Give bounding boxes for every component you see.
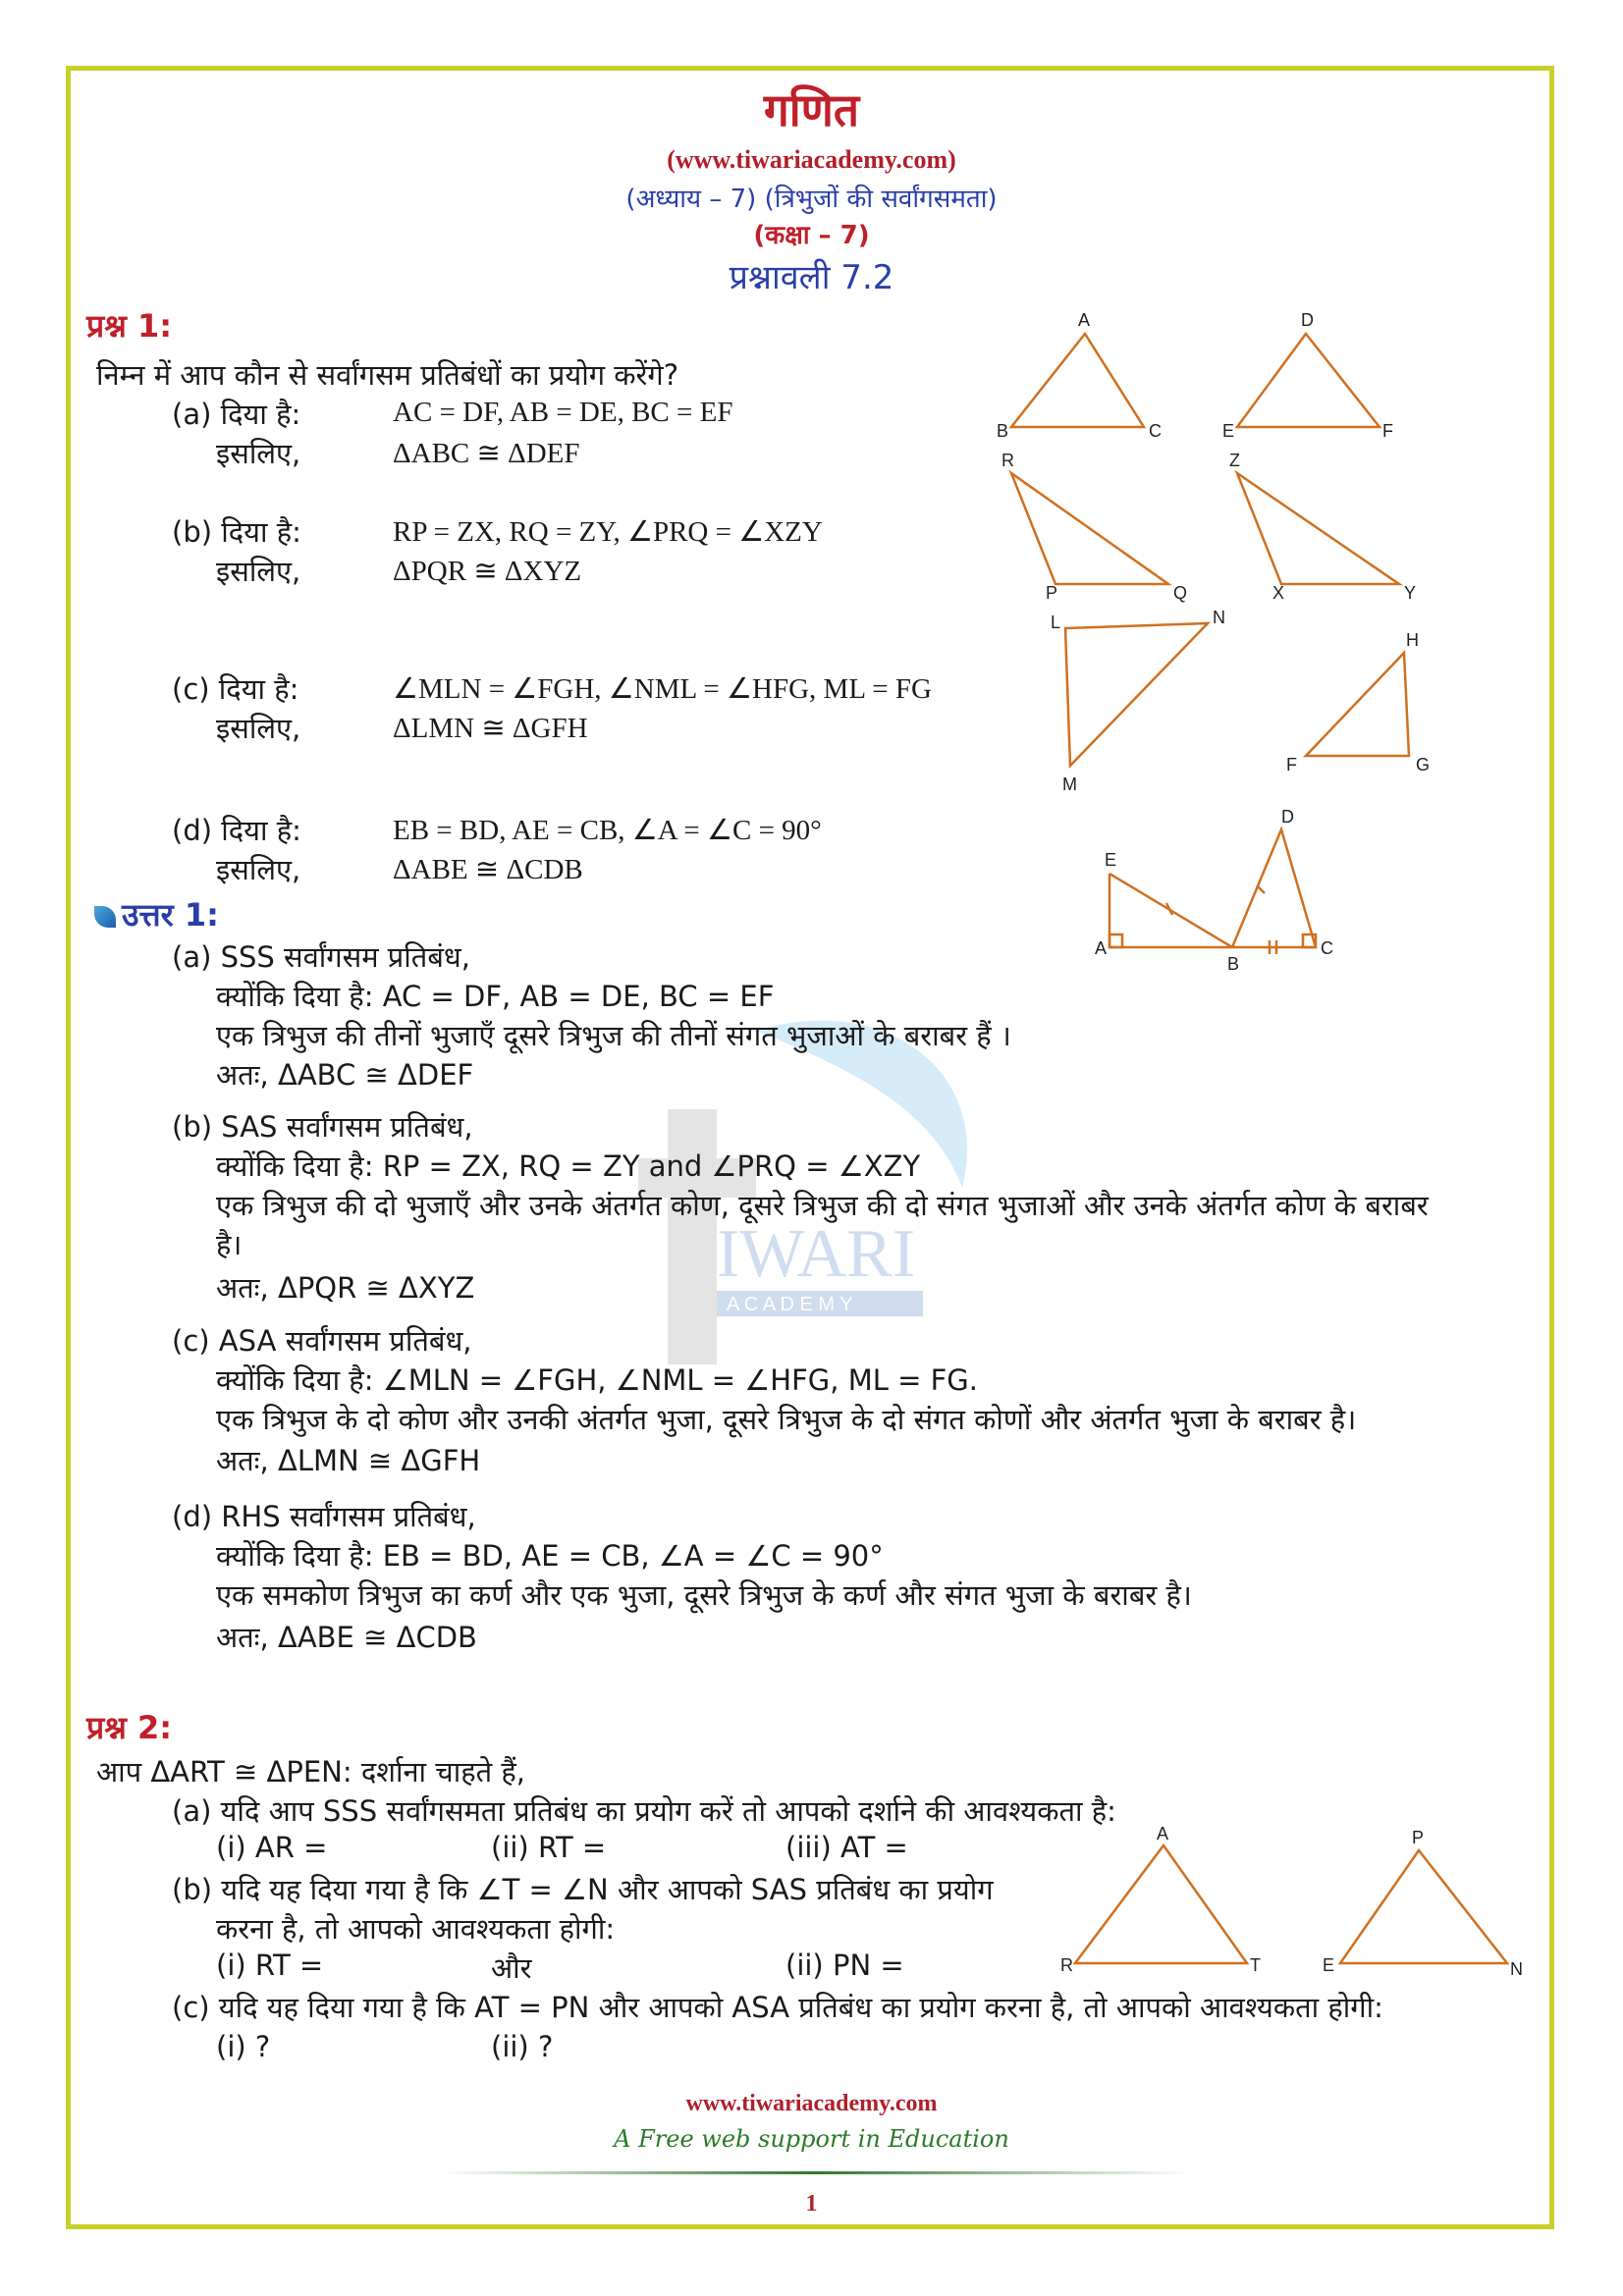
- svg-text:A: A: [1095, 938, 1108, 958]
- footer-tagline: A Free web support in Education: [614, 2125, 1009, 2153]
- svg-text:C: C: [1149, 421, 1162, 441]
- a1c-given: क्योंकि दिया है: ∠MLN = ∠FGH, ∠NML = ∠HFG, ML = FG.: [216, 1363, 978, 1397]
- svg-text:N: N: [1510, 1959, 1523, 1979]
- q1c-label: (c) दिया है:: [172, 672, 299, 706]
- svg-text:F: F: [1382, 421, 1393, 441]
- q2a-iii: (iii) AT =: [785, 1831, 908, 1864]
- triangle-abe-cdb: [1109, 829, 1316, 954]
- class-label: (कक्षा – 7): [753, 221, 870, 250]
- watermark-brand: IWARI: [717, 1216, 916, 1292]
- a1c-reason: एक त्रिभुज के दो कोण और उनकी अंतर्गत भुजा, दूसरे त्रिभुज के दो संगत कोणों और अंतर्गत भुजा के बराबर है।: [216, 1403, 1357, 1436]
- q2b-text2: करना है, तो आपको आवश्यकता होगी:: [216, 1912, 616, 1946]
- q2a-text: (a) यदि आप SSS सर्वांगसमता प्रतिबंध का प्रयोग करें तो आपको दर्शाने की आवश्यकता है:: [172, 1794, 1116, 1828]
- page-number: 1: [805, 2191, 818, 2216]
- footer-website[interactable]: www.tiwariacademy.com: [685, 2091, 938, 2116]
- triangle-abc: [1011, 334, 1144, 427]
- q2c-text: (c) यदि यह दिया गया है कि AT = PN और आपको ASA प्रतिबंध का प्रयोग करना है, तो आपको आवश्यकता होगी:: [172, 1991, 1383, 2024]
- a1b-conclusion: अतः, ΔPQR ≅ ΔXYZ: [216, 1271, 475, 1305]
- svg-text:T: T: [1250, 1955, 1261, 1975]
- a1b-reason-cont: है।: [216, 1228, 243, 1261]
- q1d-result: ΔABE ≅ ΔCDB: [393, 854, 583, 885]
- svg-text:N: N: [1213, 609, 1225, 627]
- q1c-therefore: इसलिए,: [216, 712, 301, 745]
- q1b-therefore: इसलिए,: [216, 555, 301, 588]
- q2b-text: (b) यदि यह दिया गया है कि ∠T = ∠N और आपको SAS प्रतिबंध का प्रयोग: [172, 1873, 994, 1906]
- q2a-ii: (ii) RT =: [491, 1831, 607, 1864]
- q2b-i: (i) RT =: [216, 1949, 324, 1982]
- footer-divider: [442, 2171, 1188, 2174]
- a1b-reason: एक त्रिभुज की दो भुजाएँ और उनके अंतर्गत कोण, दूसरे त्रिभुज की दो संगत भुजाओं और उनके अंतर्गत कोण के बराबर: [216, 1189, 1429, 1222]
- svg-text:B: B: [997, 421, 1009, 441]
- a1a-given: क्योंकि दिया है: AC = DF, AB = DE, BC = EF: [216, 980, 775, 1013]
- q1b-label: (b) दिया है:: [172, 515, 301, 549]
- svg-text:C: C: [1321, 938, 1333, 958]
- q2c-ii: (ii) ?: [491, 2030, 554, 2063]
- triangle-pqr: [1011, 473, 1168, 584]
- watermark-sub: A C A D E M Y: [727, 1294, 853, 1315]
- a1d-criterion: (d) RHS सर्वांगसम प्रतिबंध,: [172, 1500, 476, 1533]
- svg-text:Q: Q: [1173, 583, 1188, 603]
- q1a-therefore: इसलिए,: [216, 437, 301, 470]
- triangle-def: [1237, 334, 1380, 427]
- a1a-reason: एक त्रिभुज की तीनों भुजाएँ दूसरे त्रिभुज की तीनों संगत भुजाओं के बराबर हैं ।: [216, 1019, 1011, 1052]
- tiwari-leaf-icon: [94, 906, 116, 928]
- q1-figures-bottom: [1041, 609, 1453, 1021]
- q1b-given: RP = ZX, RQ = ZY, ∠PRQ = ∠XZY: [393, 516, 823, 548]
- q2b-and: और: [491, 1951, 532, 1985]
- q2b-ii: (ii) PN =: [785, 1949, 904, 1982]
- triangle-xyz: [1237, 473, 1399, 584]
- a1b-given: क्योंकि दिया है: RP = ZX, RQ = ZY and ∠PRQ = ∠XZY: [216, 1149, 921, 1183]
- exercise-title: प्रश्नावली 7.2: [729, 258, 894, 297]
- question-2-heading: प्रश्न 2:: [86, 1709, 173, 1746]
- svg-text:M: M: [1062, 774, 1077, 794]
- q2-figures: [1055, 1826, 1546, 1983]
- svg-text:A: A: [1078, 310, 1091, 330]
- svg-text:R: R: [1001, 451, 1014, 470]
- q2a-i: (i) AR =: [216, 1831, 328, 1864]
- a1c-criterion: (c) ASA सर्वांगसम प्रतिबंध,: [172, 1324, 472, 1358]
- svg-text:R: R: [1060, 1955, 1073, 1975]
- triangle-lmn: [1065, 623, 1208, 766]
- svg-text:G: G: [1416, 755, 1431, 774]
- svg-text:E: E: [1222, 421, 1235, 441]
- triangle-pen: [1340, 1850, 1507, 1963]
- q1a-given: AC = DF, AB = DE, BC = EF: [393, 397, 733, 428]
- svg-text:X: X: [1272, 583, 1285, 603]
- svg-text:D: D: [1281, 807, 1294, 827]
- a1d-conclusion: अतः, ΔABE ≅ ΔCDB: [216, 1621, 477, 1654]
- svg-text:P: P: [1412, 1828, 1425, 1847]
- q2c-i: (i) ?: [216, 2030, 271, 2063]
- a1d-reason: एक समकोण त्रिभुज का कर्ण और एक भुजा, दूसरे त्रिभुज के कर्ण और संगत भुजा के बराबर है।: [216, 1578, 1192, 1612]
- q1b-result: ΔPQR ≅ ΔXYZ: [393, 556, 582, 587]
- q1c-result: ΔLMN ≅ ΔGFH: [393, 713, 588, 744]
- page-title: गणित: [763, 83, 860, 136]
- header-website[interactable]: (www.tiwariacademy.com): [667, 145, 956, 174]
- question-1-heading: प्रश्न 1:: [86, 307, 173, 345]
- question-2-prompt: आप ΔART ≅ ΔPEN: दर्शाना चाहते हैं,: [96, 1755, 525, 1789]
- triangle-art: [1075, 1845, 1247, 1963]
- question-1-prompt: निम्न में आप कौन से सर्वांगसम प्रतिबंधों का प्रयोग करेंगे?: [96, 358, 679, 392]
- svg-text:Y: Y: [1404, 583, 1417, 603]
- svg-text:F: F: [1286, 755, 1297, 774]
- q1c-given: ∠MLN = ∠FGH, ∠NML = ∠HFG, ML = FG: [393, 673, 932, 705]
- svg-text:L: L: [1051, 613, 1061, 632]
- q1d-given: EB = BD, AE = CB, ∠A = ∠C = 90°: [393, 815, 822, 846]
- a1a-conclusion: अतः, ΔABC ≅ ΔDEF: [216, 1058, 474, 1092]
- chapter-title: (अध्याय – 7) (त्रिभुजों की सर्वांगसमता): [625, 185, 998, 214]
- svg-text:D: D: [1301, 310, 1314, 330]
- svg-text:H: H: [1406, 630, 1419, 650]
- svg-text:B: B: [1227, 954, 1240, 974]
- svg-text:E: E: [1105, 850, 1117, 870]
- svg-text:P: P: [1046, 583, 1058, 603]
- q1a-result: ΔABC ≅ ΔDEF: [393, 438, 580, 469]
- svg-text:Z: Z: [1229, 451, 1240, 470]
- q1a-label: (a) दिया है:: [172, 398, 301, 431]
- a1d-given: क्योंकि दिया है: EB = BD, AE = CB, ∠A = ∠C = 90°: [216, 1539, 884, 1573]
- a1c-conclusion: अतः, ΔLMN ≅ ΔGFH: [216, 1444, 481, 1477]
- q1d-therefore: इसलिए,: [216, 853, 301, 886]
- triangle-gfh: [1306, 653, 1409, 756]
- svg-text:A: A: [1157, 1826, 1169, 1843]
- answer-1-heading: उत्तर 1:: [94, 893, 219, 935]
- q1-figures-top: [982, 304, 1453, 628]
- svg-text:E: E: [1323, 1955, 1335, 1975]
- a1b-criterion: (b) SAS सर्वांगसम प्रतिबंध,: [172, 1110, 473, 1144]
- q1d-label: (d) दिया है:: [172, 814, 301, 847]
- a1a-criterion: (a) SSS सर्वांगसम प्रतिबंध,: [172, 940, 470, 974]
